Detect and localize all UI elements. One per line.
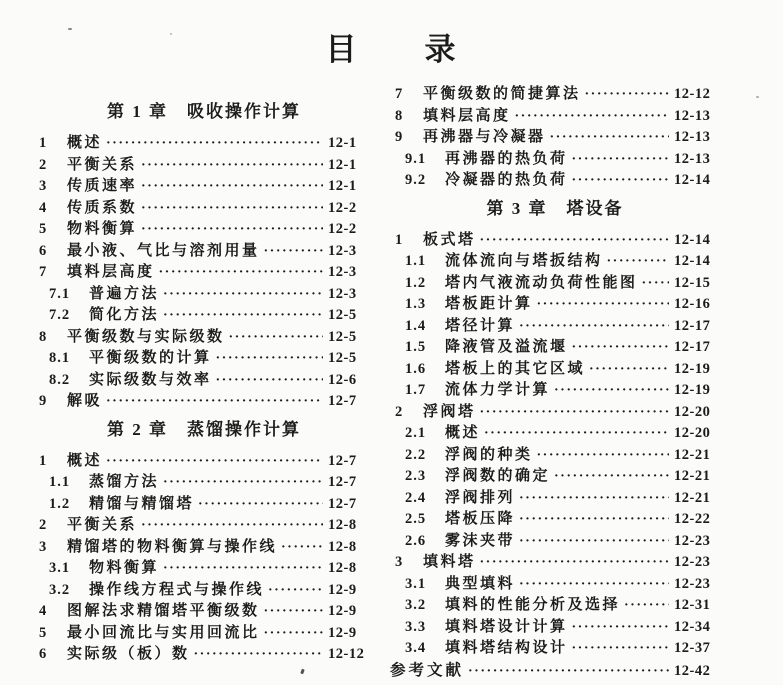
entry-page: 12-1 [328,178,357,194]
toc-entry [34,198,374,220]
entry-page: 12-5 [328,307,357,323]
dot-leader [554,380,669,402]
entry-page: 12-22 [674,511,711,527]
entry-label: 典型填料 [445,575,516,592]
entry-label: 概述 [445,425,481,441]
toc-entry [34,262,374,284]
entry-number: 4 [39,603,48,619]
entry-number: 2.6 [405,532,427,549]
toc-entry [390,316,720,338]
entry-number: 1.6 [405,360,427,377]
dot-leader [264,241,323,263]
dot-leader [519,531,669,553]
toc-entry [390,84,720,106]
entry-label: 物料衡算 [89,560,160,576]
entry-page: 12-23 [674,575,711,592]
dot-leader [468,661,669,682]
toc-entry [390,127,720,149]
scan-speck [300,669,305,675]
dot-leader [198,494,323,516]
toc-entry [34,391,374,413]
entry-number: 6 [39,646,48,662]
entry-number: 1 [39,135,48,151]
entry-page: 12-3 [328,285,357,302]
scan-speck [68,28,72,30]
entry-number: 7 [39,264,48,280]
entry-label: 平衡关系 [67,156,138,173]
toc-entry [34,284,374,306]
entry-page: 12-17 [674,317,711,334]
toc-entry [390,509,720,531]
entry-page: 12-19 [674,382,711,398]
entry-number: 3.1 [405,575,427,592]
dot-leader [141,219,323,241]
entry-page: 12-12 [328,646,365,662]
entry-number: 5 [39,221,48,237]
entry-number: 3.2 [405,597,427,613]
entry-label: 精馏与精馏塔 [89,495,195,512]
entry-page: 12-23 [674,554,711,570]
toc-entry [390,660,720,682]
dot-leader [480,552,669,574]
dot-leader [229,327,323,349]
entry-label: 简化方法 [89,307,160,323]
entry-page: 12-14 [674,172,711,188]
entry-page: 12-8 [328,517,357,533]
entry-page: 12-7 [328,452,357,469]
toc-entry [390,488,720,510]
entry-page: 12-17 [674,339,711,355]
entry-number: 2 [395,403,404,420]
entry-label: 再沸器与冷凝器 [423,129,546,145]
dot-leader [264,601,323,623]
toc-entry [390,638,720,660]
entry-page: 12-42 [674,662,711,679]
entry-page: 12-8 [328,538,357,555]
entry-page: 12-13 [674,129,711,145]
entry-label: 填料层高度 [423,107,511,124]
toc-entry [34,472,374,494]
toc-entry [34,537,374,559]
toc-entry [390,552,720,574]
dot-leader [163,558,323,580]
scan-speck [756,96,759,98]
dot-leader [268,580,323,602]
entry-number: 2.4 [405,489,427,506]
toc-entry [34,580,374,602]
dot-leader [519,574,669,596]
entry-label: 实际级数与效率 [89,371,212,388]
entry-number: 7 [395,86,404,102]
entry-page: 12-31 [674,597,711,613]
dot-leader [572,617,669,639]
toc-entry [390,466,720,488]
dot-leader [480,402,669,424]
toc-entry [34,155,374,177]
entry-number: 3.4 [405,640,427,656]
dot-leader [159,262,323,284]
entry-number: 1.5 [405,339,427,355]
toc-entry [390,380,720,402]
entry-label: 精馏塔的物料衡算与操作线 [67,538,278,555]
entry-label: 填料塔结构设计 [445,640,568,656]
dot-leader [537,445,669,467]
toc-entry [390,106,720,128]
entry-number: 3.3 [405,618,427,635]
entry-label: 塔板距计算 [445,296,533,312]
entry-label: 传质系数 [67,199,138,216]
entry-page: 12-9 [328,581,357,598]
entry-number: 1 [395,231,404,248]
entry-page: 12-21 [674,489,711,506]
entry-number: 1.7 [405,382,427,398]
toc-entry [390,595,720,617]
dot-leader [216,370,323,392]
toc-entry [390,445,720,467]
entry-label: 浮阀数的确定 [445,468,551,484]
dot-leader [519,316,669,338]
entry-label: 填料塔设计计算 [445,618,568,635]
dot-leader [585,84,669,106]
entry-label: 填料的性能分析及选择 [445,597,621,613]
entry-number: 1.4 [405,317,427,334]
entry-label: 传质速率 [67,178,138,194]
entry-page: 12-23 [674,532,711,549]
dot-leader [484,423,669,445]
entry-label: 浮阀的种类 [445,446,533,463]
dot-leader [163,472,323,494]
toc-entry [390,531,720,553]
toc-entry [390,423,720,445]
toc-entry [34,241,374,263]
entry-label: 图解法求精馏塔平衡级数 [67,603,260,619]
chapter-heading: 第 2 章 蒸馏操作计算 [107,419,301,439]
entry-label: 蒸馏方法 [89,474,160,490]
dot-leader [106,451,323,473]
entry-number: 8.1 [49,350,71,366]
dot-leader [537,294,669,316]
dot-leader [163,284,323,306]
toc-entry [34,305,374,327]
entry-label: 解吸 [67,393,103,409]
dot-leader [607,251,669,273]
entry-label: 最小液、气比与溶剂用量 [67,242,260,259]
entry-page: 12-5 [328,350,357,366]
toc-entry [34,644,374,666]
entry-number: 3 [39,178,48,194]
entry-label: 概述 [67,452,103,469]
entry-page: 12-2 [328,199,357,216]
entry-page: 12-5 [328,328,357,345]
entry-label: 流体力学计算 [445,382,551,398]
entry-label: 物料衡算 [67,221,138,237]
entry-label: 操作线方程式与操作线 [89,581,265,598]
dot-leader [572,149,669,171]
dot-leader [141,198,323,220]
entry-number: 9 [395,129,404,145]
toc-column-right [390,84,720,681]
toc-entry [34,515,374,537]
entry-label: 塔径计算 [445,317,516,334]
entry-label: 塔内气液流动负荷性能图 [445,274,638,291]
entry-label: 概述 [67,135,103,151]
entry-number: 1.1 [49,474,71,490]
entry-page: 12-20 [674,403,711,420]
toc-entry [34,176,374,198]
entry-number: 1 [39,452,48,469]
entry-page: 12-8 [328,560,357,576]
entry-number: 2.3 [405,468,427,484]
entry-page: 12-19 [674,360,711,377]
dot-leader [642,273,669,295]
toc-entry [34,623,374,645]
entry-label: 参考文献 [390,661,465,679]
entry-number: 2 [39,517,48,533]
toc-entry [34,558,374,580]
entry-label: 普遍方法 [89,285,160,302]
entry-number: 1.1 [405,253,427,269]
entry-number: 1.3 [405,296,427,312]
entry-label: 实际级（板）数 [67,646,190,662]
entry-label: 塔板上的其它区域 [445,360,586,377]
toc-entry [390,617,720,639]
entry-number: 2.1 [405,425,427,441]
entry-label: 填料层高度 [67,264,155,280]
chapter-heading: 第 1 章 吸收操作计算 [107,102,301,121]
page-title: 目 录 [325,32,458,67]
dot-leader [572,337,669,359]
entry-page: 12-13 [674,107,711,124]
toc-entry [34,219,374,241]
entry-page: 12-37 [674,640,711,656]
dot-leader [515,106,669,128]
dot-leader [141,155,323,177]
dot-leader [554,466,669,488]
toc-entry [390,294,720,316]
entry-page: 12-9 [328,624,357,641]
entry-number: 6 [39,242,48,259]
entry-page: 12-7 [328,474,357,490]
entry-page: 12-20 [674,425,711,441]
entry-number: 9 [39,393,48,409]
entry-number: 1.2 [49,495,71,512]
dot-leader [480,230,669,252]
dot-leader [589,359,669,381]
toc-entry [34,451,374,473]
dot-leader [163,305,323,327]
toc-entry [34,601,374,623]
entry-page: 12-15 [674,274,711,291]
dot-leader [216,348,323,370]
entry-page: 12-16 [674,296,711,312]
entry-page: 12-12 [674,86,711,102]
toc-entry [390,273,720,295]
toc-entry [34,370,374,392]
entry-number: 8 [395,107,404,124]
entry-page: 12-13 [674,150,711,167]
entry-label: 平衡级数与实际级数 [67,328,225,345]
entry-label: 再沸器的热负荷 [445,150,568,167]
entry-page: 12-14 [674,253,711,269]
dot-leader [106,391,323,413]
dot-leader [194,644,323,666]
dot-leader [141,515,323,537]
entry-label: 流体流向与塔扳结构 [445,253,603,269]
entry-number: 3.2 [49,581,71,598]
entry-label: 雾沫夹带 [445,532,516,549]
entry-number: 4 [39,199,48,216]
entry-label: 平衡级数的计算 [89,350,212,366]
entry-number: 8.2 [49,371,71,388]
dot-leader [264,623,323,645]
entry-page: 12-3 [328,264,357,280]
entry-number: 7.2 [49,307,71,323]
chapter-heading: 第 3 章 塔设备 [486,198,624,218]
entry-page: 12-2 [328,221,357,237]
entry-page: 12-21 [674,446,711,463]
dot-leader [519,509,669,531]
entry-label: 塔板压降 [445,511,516,527]
entry-label: 板式塔 [423,231,476,248]
dot-leader [141,176,323,198]
entry-page: 12-3 [328,242,357,259]
entry-number: 2 [39,156,48,173]
dot-leader [572,170,669,192]
toc-entry [34,327,374,349]
entry-number: 5 [39,624,48,641]
toc-entry [390,402,720,424]
entry-number: 1.2 [405,274,427,291]
dot-leader [550,127,669,149]
entry-number: 9.1 [405,150,427,167]
dot-leader [281,537,323,559]
scan-speck [170,33,172,35]
entry-label: 浮阀排列 [445,489,516,506]
toc-entry [390,574,720,596]
toc-entry [390,251,720,273]
entry-page: 12-6 [328,371,357,388]
entry-page: 12-21 [674,468,711,484]
entry-label: 平衡级数的简捷算法 [423,86,581,102]
toc-entry [390,337,720,359]
dot-leader [572,638,669,660]
entry-number: 7.1 [49,285,71,302]
toc-entry [390,149,720,171]
entry-label: 冷凝器的热负荷 [445,172,568,188]
toc-column-left [34,95,374,666]
entry-label: 填料塔 [423,554,476,570]
entry-page: 12-7 [328,393,357,409]
toc-entry [390,230,720,252]
entry-number: 9.2 [405,172,427,188]
entry-number: 3.1 [49,560,71,576]
dot-leader [519,488,669,510]
entry-number: 8 [39,328,48,345]
toc-entry [34,348,374,370]
entry-number: 3 [39,538,48,555]
entry-number: 3 [395,554,404,570]
toc-entry [390,359,720,381]
entry-page: 12-1 [328,135,357,151]
entry-label: 平衡关系 [67,517,138,533]
toc-entry [34,494,374,516]
toc-entry [390,170,720,192]
entry-page: 12-7 [328,495,357,512]
entry-label: 降液管及溢流堰 [445,339,568,355]
entry-number: 2.5 [405,511,427,527]
entry-page: 12-1 [328,156,357,173]
entry-number: 2.2 [405,446,427,463]
dot-leader [624,595,669,617]
entry-label: 浮阀塔 [423,403,476,420]
entry-page: 12-34 [674,618,711,635]
entry-page: 12-14 [674,231,711,248]
entry-page: 12-9 [328,603,357,619]
entry-label: 最小回流比与实用回流比 [67,624,260,641]
toc-entry [34,133,374,155]
dot-leader [106,133,323,155]
